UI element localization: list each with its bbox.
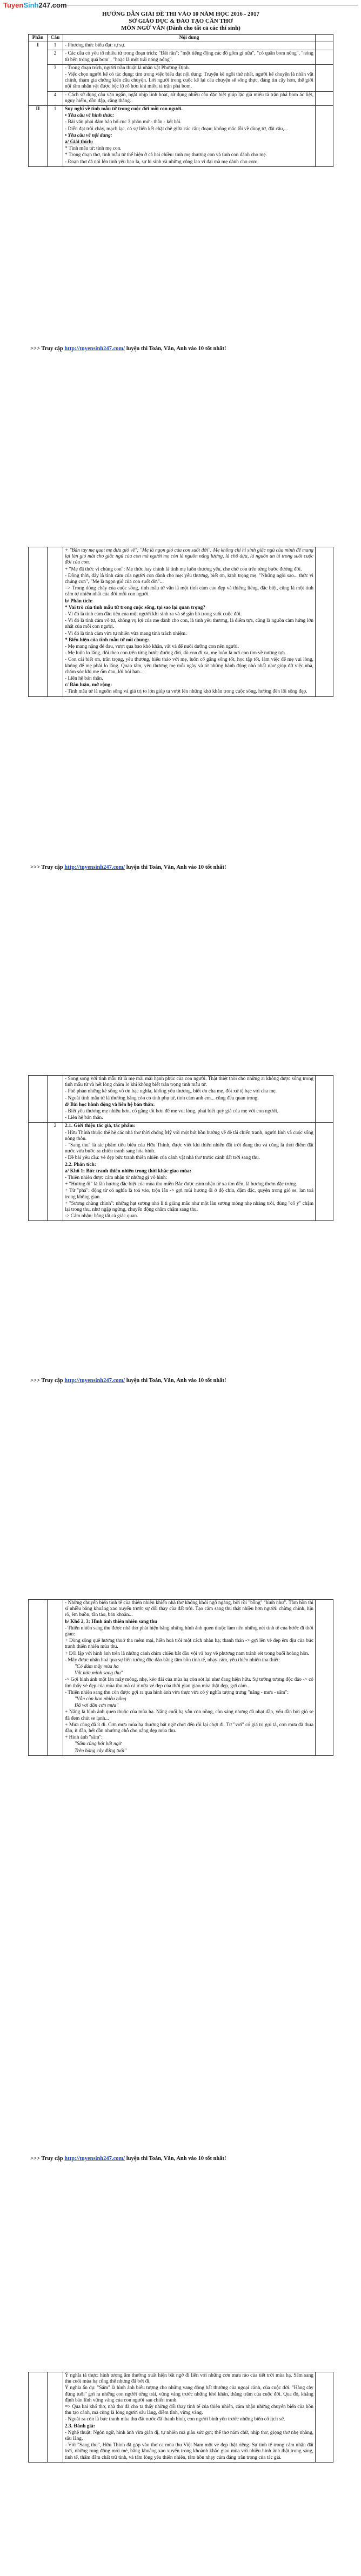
answer-line: - Thiên nhiên sang thu còn được gợi ra qua hình ảnh vừa thực vừa có ý nghĩa tượng trưng "nắng - mưa - sấm": [65,1689,289,1695]
poem-line: "Vẫn còn bao nhiêu nắng [75,1696,126,1702]
table-row [29,547,333,697]
answer-line: * Trong đoạn thơ, tình mẫu tử thể hiện ở cả hai chiều: tình mẹ thương con và tình con dành cho mẹ. [65,152,267,158]
answer-table-p3 [28,1075,333,1221]
doc-title-line3: MÔN NGỮ VĂN (Dành cho tất cả các thí sinh) [121,25,240,31]
answer-line: - Phê phán những kẻ sống vô ơn bạc nghĩa, không yêu thương, biết ơn cha mẹ, đối xử tệ bạc với cha mẹ. [65,1089,277,1095]
answer-line: - Cách sử dụng câu văn ngắn, ngắt nhịp linh hoạt, sử dụng nhiều câu đặc biệt giúp lặc giả miêu tả trận phá bom ác liệt, nguy hiểm, dồn dập, căng thẳng. [65,92,313,104]
poem-line: Vắt nửa mình sang thu" [75,1671,123,1676]
question-number: 2 [48,1123,63,1221]
doc-title-line1: HƯỚNG DẪN GIẢI ĐỀ THI VÀO 10 NĂM HỌC 2016 - 2017 [102,11,259,17]
promo-link[interactable]: http://tuyensinh247.com/ [64,864,125,870]
answer-line: * Biểu hiện của tình mẫu tử nói chung: [65,637,149,643]
poem-line: Đã vơi dần cơn mưa" [75,1703,119,1709]
answer-line: d/ Bài học hành động và liên hệ bản thân: [65,1102,155,1108]
promo-text-after: luyện thi Toán, Văn, Anh vào 10 tốt nhất! [125,864,226,870]
answer-line: - Tình mẫu tử là nguồn sống và giá trị to lớn giúp ta vượt lên những khó khăn trong cuộc sống, hướng đến lối sống đẹp. [65,689,307,695]
logo-part-sinh: Sinh [23,1,39,9]
answer-line: - Mẹ mang nặng đẻ đau, vượt qua bao khó khăn, vất vả để nuôi dưỡng con nên người. [65,644,239,650]
answer-line: - Song song với tình mẫu tử là mẹ mãi mãi hạnh phúc của con người. Thật thiệt thòi cho những ai không được sống trong tình mẫu tử và hết lòng chăm lo khi không biết trân trọng tình mẫu tử. [65,1076,313,1088]
header-question: Câu [48,35,63,42]
answer-line: - Vì đó là tình cảm vô tư, không vụ lợi của mẹ dành cho con, là tình yêu thương, là điểm tựa, cũng là nguồn cảm hứng lớn nhất của mỗi con người. [65,618,313,630]
answer-table-p2 [28,547,333,697]
question-number: 3 [48,64,63,91]
answer-line: -> Cảm nhận: bằng tất cả giác quan. [65,1213,138,1219]
answer-line: - Diễn đạt trôi chảy, mạch lạc, có sự liên kết chặt chẽ giữa các câu; đoạn; không mắc lỗi về dùng từ, đặt câu,... [65,126,288,132]
answer-line: + Nắng là hình ảnh quen thuộc của mùa hạ. Nắng cuối hạ vẫn còn nồng, còn sáng nhưng đã nhạt dần, yếu dần bởi gió se đã đem chút se lạnh... [65,1709,313,1721]
answer-line: - Các câu có yếu tố nhiều từ trong đoạn trích: "Đất rắn"; "một tiếng động các đồ gốm gì nữa", "có quân bom nông", "nóng từ bên trong quả bom", "hoặc là một trái nóng nóng". [65,51,313,63]
answer-line: 2.1. Giới thiệu tác giả, tác phẩm: [65,1123,136,1129]
answer-line: - Đề bài yêu cầu: vẻ đẹp bức tranh thiên nhiên của cảnh vật nhà thơ trước cảnh đất trời sang thu. [65,1155,260,1161]
poem-line: "Sấm cũng bớt bất ngờ [75,1741,122,1747]
answer-line: + Dòng sông quê hương thuở tha mêm mại, hiền hoà trôi một cách nhàn hạ; thanh thản -> gợi lên vẻ đẹp êm dịu của bức tranh thiên nhiên mùa thu. [65,1638,313,1650]
page-4 [28,1599,333,1756]
part-label-empty [29,2372,48,2463]
answer-line: - "Sang thu" là tác phẩm tiêu biểu của Hữu Thỉnh, được viết khi thiên nhiên đất trời đang thu và cũng là thời điểm đất nước vừa bước ra chiến tranh sang hòa bình. [65,1143,313,1155]
answer-cell [63,1123,316,1221]
answer-line: + "Sương chùng chình": những hạt sương nhỏ li ti giăng mắc như một làn sương mỏng nhẹ nhàng trôi, dùng "cố ý" chậm lại trong thu, như ngập ngừng, chuyển động chầm chậm sang thu. [65,1200,313,1213]
part-label-empty [29,547,48,697]
score-cell [316,106,333,167]
answer-line: - Vì đó là tình cảm vừa tự nhiên vừa mang tính trách nhiệm. [65,630,187,636]
promo-text-after: luyện thi Toán, Văn, Anh vào 10 tốt nhất! [125,2156,226,2162]
answer-table-p5 [28,2372,333,2463]
answer-line: b/ Khổ 2, 3: Hình ảnh thiên nhiên sang thu [65,1619,157,1625]
page-1 [28,11,333,167]
answer-line: - Con cái biết ơn, trân trọng, yêu thương, hiếu thảo với mẹ, luôn cố gắng sống tốt, học tập tốt, làm việc để mẹ vui lòng, không để mẹ phải lo lắng. Quan tâm, yêu thương mẹ mỗi ngày và từ những hành động nhỏ nhất như giúp đỡ việc nhà, chăm sóc khi mẹ ốm đau, lời hỏi han... [65,657,313,675]
site-header [0,0,361,10]
answer-line: + Đối lập với hình ảnh trên là những cánh chim chiều bắt đầu vội vã bay về phương nam tránh rét trong buổi hoàng hôn. [65,1651,309,1656]
answer-line: - Những chuyển biến tinh tế của thiên nhiên khiến nhà thơ không khỏi ngỡ ngàng, bỡi rồi "bỗng" "hình như". Tâm hồn thi sĩ nhiều bâng khuâng xao xuyến trước sự đổi thay của đất trời. Tạo cảm sang thu thật nhiều hơn người: chừng chính, hịn rõ, êm buồn, tần tảo, băn khoăn... [65,1600,313,1618]
promo-text-before: >>> Truy cập [30,1378,65,1384]
table-row [29,1123,333,1221]
promo-banner-4 [30,2156,226,2162]
page-3 [28,1075,333,1221]
answer-line: - Biết yêu thương mẹ nhiều hơn, cố gắng tốt hơn để mẹ vui lòng, phải biết quý giá của mẹ với con người. [65,1109,278,1115]
doc-title-line2: SỞ GIÁO DỤC & ĐÀO TẠO CẦN THƠ [129,18,233,24]
promo-banner-3 [30,1378,226,1384]
answer-line: - Phương thức biểu đạt: tự sự. [65,43,125,49]
logo-part-domain: 247.com [38,1,67,9]
answer-line: - Đoạn thơ đã nói lên tình yêu bao la, sự hi sinh và những công lao vĩ đại mà mẹ dành cho con: [65,159,258,165]
answer-line: 2.3. Đánh giá: [65,2423,95,2429]
score-cell [316,50,333,64]
answer-line: b/ Phân tích: [65,598,93,604]
answer-line: Ý nghĩa ẩn dụ: "Sấm" là hình ảnh biểu tượng cho những vang động bất thường của ngoại cảnh, của cuộc đời. "Hàng cây đứng tuổi" gợi ra những con người từng trải, vững vàng trước những khó khăn, thăng trầm của cuộc đời. Qua đó, khẳng định bản lĩnh vững vàng của con người sau chiến tranh. [65,2385,313,2403]
table-row [29,1600,333,1756]
score-cell [316,1076,333,1123]
answer-line: * Tình mẫu tử: tình mẹ con. [65,146,122,152]
answer-line: • Yêu cầu về nội dung: [65,132,112,138]
answer-cell [63,50,316,64]
answer-line: - Vì đó là tình cảm đầu tiên của một người khi sinh ra và sẽ gắn bó trong suốt cuộc đời. [65,612,242,618]
poem-line: "Có đám mây mùa hạ [75,1664,119,1670]
answer-line: - Hữu Thỉnh thuộc thế hệ các nhà thơ thời chống Mỹ với một bút hồn hướng về đề tài chiến tranh, người lính và cuộc sống nông thôn. [65,1130,313,1142]
answer-line: => Qua hai khổ thơ, nhà thơ đã cho ta thấy những đổi thay tinh tế của thiên nhiên, cảm nhận những chuyển biến của hồn thu tạo cảnh, mà cũng là lòng người sâu lắng, điềm tĩnh, vững vàng. [65,2404,313,2416]
answer-line: c/ Bàn luận, mở rộng: [65,682,112,688]
promo-banner-1 [30,346,226,352]
answer-line: + Hình ảnh "sấm": [65,1735,103,1741]
answer-line: - Mây được nhân hoá qua sự liên tưởng độc đáo bằng tâm hồn tinh tế, nhạy cảm, yêu thiên nhiên tha thiết: [65,1657,280,1663]
answer-line: - Thiên nhiên sang thu được nhà thơ phát hiện bằng những hình ảnh quen thuộc làm nên những nét tinh tế của bước đi thời gian: [65,1625,313,1638]
page-5 [28,2372,333,2463]
question-number: 2 [48,50,63,64]
header-score [316,35,333,42]
question-number: 1 [48,42,63,50]
answer-cell [63,42,316,50]
logo-part-tuyen: Tuyen [3,1,24,9]
table-row [29,50,333,64]
table-row [29,42,333,50]
score-cell [316,2372,333,2463]
answer-line: - Ngoài ra còn là bức tranh mùa thu đất nước đã thanh bình, con người bình yên trước những biến cố lịch sử. [65,2417,285,2423]
promo-link[interactable]: http://tuyensinh247.com/ [64,2156,125,2162]
answer-line: + "Hương ổi" là lần hương đặc biệt của mùa thu miền Bắc được cảm nhận từ xa tìm đến, là hương thơm đặc trưng. [65,1182,298,1188]
answer-line: - Trong đoạn trích, người trần thuật là nhân vật Phương Định. [65,65,190,71]
score-cell [316,42,333,50]
answer-line: * Vai trò của tình mẫu tử trong cuộc sống, tại sao lại quan trọng? [65,605,205,611]
answer-line: a/ Giải thích: [65,139,93,145]
answer-cell [63,64,316,91]
answer-cell [63,1076,316,1123]
question-number: 1 [48,106,63,167]
question-number-empty [48,1076,63,1123]
answer-line: => Trong dòng chảy của cuộc sống, tình mẫu tử vẫn là một tình cảm cao đẹp và thiêng liêng, đặc biệt, cũng là một tình cảm tự nhiên nhất của đời mỗi con người. [65,586,313,598]
answer-line: - Thiên nhiên được cảm nhận từ những gì vô hình: [65,1175,168,1181]
table-row [29,2372,333,2463]
answer-cell [63,91,316,105]
promo-text-before: >>> Truy cập [30,346,65,352]
answer-line: + "Mẹ đã thức vì chúng con": Mẹ thức hay chính là tình mẹ luôn thương yêu, che chở con trên từng bước đường đời. [65,566,302,572]
answer-line: -> Gợi hình ảnh một làn mây mỏng, nhẹ, kéo dài của mùa hạ còn sót lại như đang hiện hữu. Sự tưởng tượng độc đáo -> có tìm thấy vẻ đẹp của mùa thu mà cả ở nửa vẻ đẹp của thời gian giao mùa thật đẹp, gợi cảm. [65,1677,313,1689]
answer-line: + Mưa cũng đã ít đi. Cơn mưa mùa hạ thường bất ngờ chợt đến rồi lại chợt đi. Từ "vơi" có giá trị gợi tả, cơn mưa đã thưa dần, ít dần, hết dần nhường chỗ cho nắng đẹp mùa thu. [65,1722,313,1734]
promo-text-before: >>> Truy cập [30,2156,65,2162]
score-cell [316,1123,333,1221]
part-label-empty [29,1600,48,1756]
answer-line: - Việc chọn người kể có tác dụng: tìm trong việc biểu đạt nội dung: Truyện kể ngôi thứ nhất, người kể chuyện là nhân vật chính, tham gia chứng kiến câu chuyện. Lời người trong cuộc kể lại câu chuyện sẽ sống thực, đáng tin cậy hơn, thể giới nội tâm nhân vật được bộc lộ rõ hơn khi miêu tả trận phá bom. [65,72,313,90]
answer-cell [63,106,316,167]
answer-cell [63,1600,316,1756]
part-label-empty [29,1123,48,1221]
table-row [29,106,333,167]
promo-text-after: luyện thi Toán, Văn, Anh vào 10 tốt nhất! [125,346,226,352]
score-cell [316,91,333,105]
answer-line: a/ Khổ 1: Bức tranh thiên nhiên trong thời khắc giao mùa: [65,1168,191,1174]
score-cell [316,547,333,697]
table-row [29,64,333,91]
answer-line: 2.2. Phân tích: [65,1162,96,1168]
answer-line: - Liên hệ bản thân. [65,676,103,682]
promo-text-after: luyện thi Toán, Văn, Anh vào 10 tốt nhất! [125,1378,226,1384]
answer-table-p4 [28,1599,333,1756]
answer-cell [63,2372,316,2463]
question-number-empty [48,2372,63,2463]
header-part: Phần [29,35,48,42]
answer-line: Ý nghĩa tả thực: hình tượng âm thường xuất hiện bất ngờ đi liền với những cơn mưa rào của tiết trời mùa hạ. Sấm sang thu cuối mùa hạ cũng thế nhưng đã bớt đi. [65,2373,313,2385]
answer-line: - Ngoài tình mẫu tử là thường hằng còn có tình phụ tử, tình cảm anh em... cũng đều quan trọng. [65,1095,259,1101]
answer-line: - Nghệ thuật: Ngôn ngữ, hình ảnh vừa giản dị, tự nhiên mà giàu sức gợi; thể thơ năm chữ, nhịp thơ, giọng thơ nhẹ nhàng, sâu lắng. [65,2430,313,2442]
answer-line: + "Bàn tay mẹ quạt mẹ đưa gió về"; "Mẹ là ngọn gió của con suốt đời": Mẹ không chỉ hi sinh giấc ngủ của mình để mang lại làn gió mát cho giấc ngủ của con mà người mẹ còn là nguồn năng lượng, là chỗ dựa, là nguồn an ủi trong suốt cuộc đời của con. [65,548,313,566]
poem-line: Trên hàng cây đứng tuổi" [75,1748,127,1754]
answer-line: - Liên hệ bản thân. [65,1115,103,1121]
answer-line: - Bài văn phải đảm bảo bố cục 3 phần mở - thân - kết bài. [65,119,182,125]
page-2 [28,547,333,697]
answer-line: - Đồng thời, đây là tình cảm của người con dành cho mẹ: yêu thương, biết ơn, kính trọng mẹ. "Những ngôi sao... thức vì chúng con", "Mẹ là ngọn gió của con suốt đời"... [65,573,313,585]
score-cell [316,64,333,91]
answer-table-p1 [28,34,333,167]
promo-link[interactable]: http://tuyensinh247.com/ [64,346,125,352]
answer-line: + Từ "phả": động từ có nghĩa là toả vào, trộn lẫn -> gợi mùi hương ổi ở độ chín, đậm đặc, quyện trong gió se, lan toả trong không gian. [65,1188,313,1200]
table-row [29,91,333,105]
part-label: II [29,106,48,167]
answer-cell [63,547,316,697]
answer-line: • Yêu cầu về hình thức: [65,113,115,119]
answer-line: - Với "Sang thu", Hữu Thỉnh đã góp vào thơ ca mùa thu Việt Nam một vẻ đẹp thật riêng. Sự tinh tế trong cảm nhận đất trời, những rung động mới mẻ, bâng khuâng xao xuyến trong khoảnh khắc giao mùa với nhiều hình ảnh thật trong sáng, tinh tế, thấm đẫm chất trữ tình, và tấm lòng yêu thiên nhiên, tâm hồn nhạy cảm đáng trân trọng của tác giả. [65,2443,313,2460]
promo-text-before: >>> Truy cập [30,864,65,870]
part-label-empty [29,1076,48,1123]
answer-line: - Mẹ luôn lo lắng, dõi theo con trên từng bước đường đời, dù con đi xa, mẹ luôn là nơi con tìm về nương tựa. [65,650,286,656]
question-number-empty [48,1600,63,1756]
table-row [29,1076,333,1123]
question-number: 4 [48,91,63,105]
score-cell [316,1600,333,1756]
question-number-empty [48,547,63,697]
promo-banner-2 [30,864,226,870]
table-header-row [29,35,333,42]
header-content: Nội dung [63,35,316,42]
part-label: I [29,42,48,106]
promo-link[interactable]: http://tuyensinh247.com/ [64,1378,125,1384]
question-heading: Suy nghĩ về tình mẫu tử trong cuộc đời mỗi con người. [65,106,183,112]
